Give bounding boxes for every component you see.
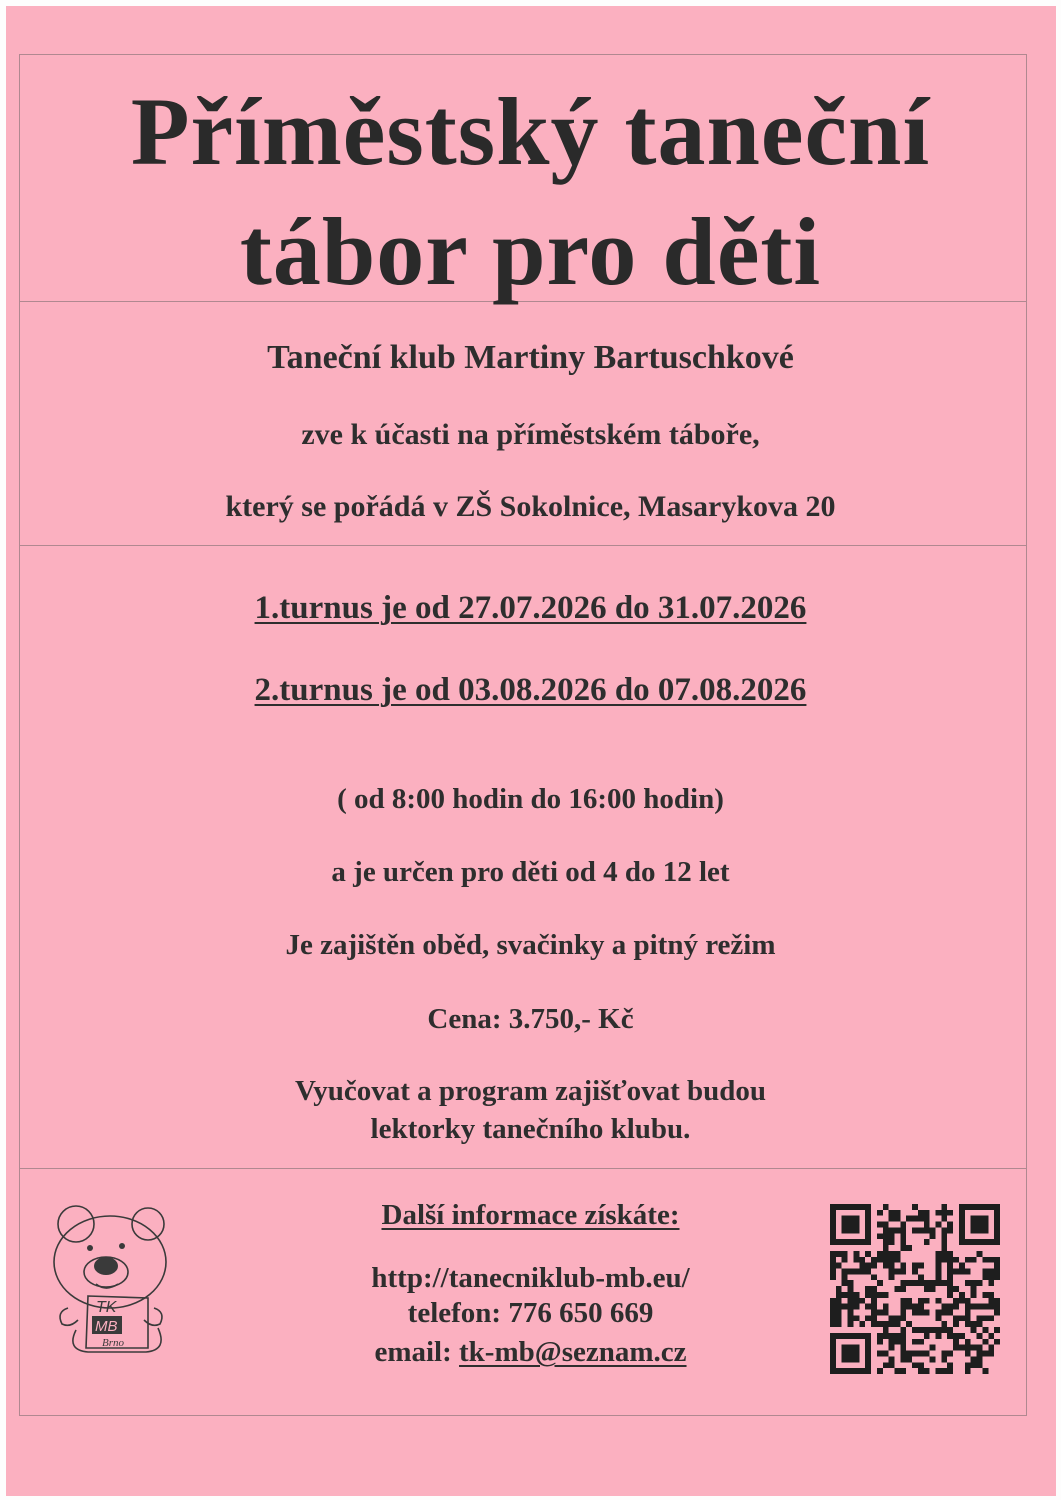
hours-text: ( od 8:00 hodin do 16:00 hodin) bbox=[337, 783, 724, 815]
age-text: a je určen pro děti od 4 do 12 let bbox=[331, 856, 730, 888]
term-2-text: 2.turnus je od 03.08.2026 do 07.08.2026 bbox=[254, 672, 807, 708]
logo-text-mb: MB bbox=[95, 1318, 118, 1335]
term-1-text: 1.turnus je od 27.07.2026 do 31.07.2026 bbox=[254, 590, 807, 626]
email-link[interactable]: tk-mb@seznam.cz bbox=[459, 1336, 687, 1368]
title-line-1: Příměstský taneční bbox=[130, 78, 931, 185]
meals-text: Je zajištěn oběd, svačinky a pitný režim bbox=[285, 929, 776, 961]
divider-intro bbox=[19, 545, 1027, 546]
teachers-line-1: Vyučovat a program zajišťovat budou bbox=[294, 1075, 767, 1107]
logo-text-tk: TK bbox=[96, 1299, 117, 1316]
price-text: Cena: 3.750,- Kč bbox=[427, 1003, 634, 1035]
invitation-text: zve k účasti na příměstském táboře, bbox=[301, 418, 760, 451]
email-label: email: bbox=[374, 1336, 452, 1368]
website-link[interactable]: http://tanecniklub-mb.eu/ bbox=[371, 1262, 690, 1294]
qr-code-icon bbox=[830, 1204, 1000, 1374]
divider-details bbox=[19, 1168, 1027, 1169]
teddy-bear-logo-icon bbox=[48, 1200, 172, 1356]
term-2 bbox=[0, 672, 1061, 709]
title-line-2: tábor pro děti bbox=[239, 198, 822, 305]
contact-heading-text: Další informace získáte: bbox=[381, 1199, 680, 1231]
teachers-line-2: lektorky tanečního klubu. bbox=[370, 1113, 691, 1145]
term-1 bbox=[0, 590, 1061, 627]
club-name: Taneční klub Martiny Bartuschkové bbox=[267, 339, 794, 376]
logo-text-city: Brno bbox=[102, 1337, 124, 1349]
venue-text: který se pořádá v ZŠ Sokolnice, Masarykova 20 bbox=[225, 490, 836, 523]
phone-text: telefon: 776 650 669 bbox=[407, 1297, 654, 1329]
